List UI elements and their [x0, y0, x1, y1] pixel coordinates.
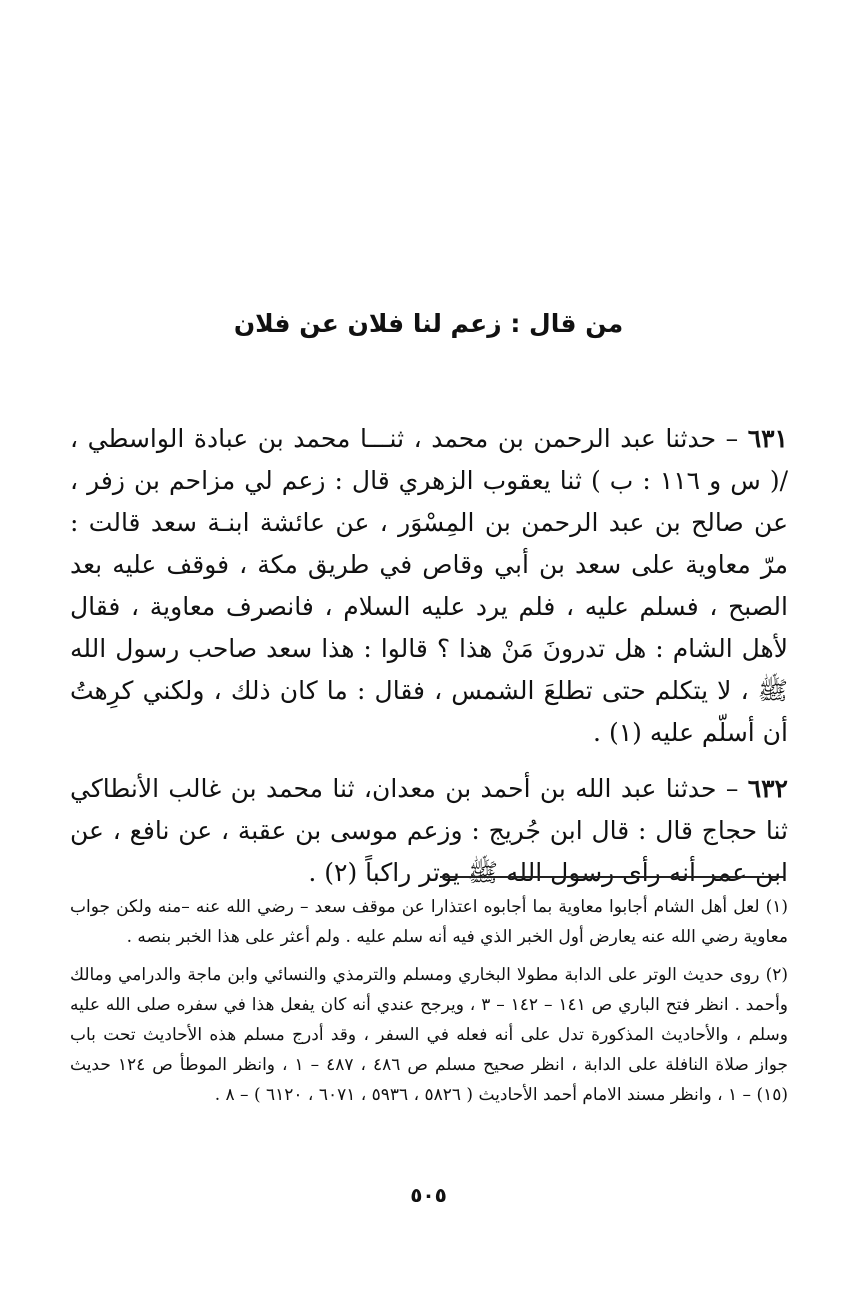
hadith-text: – حدثنا عبد الرحمن بن محمد ، ثنـــا محمد بن عبادة الواسطي ، /( س و ١١٦ : ب ) ثنا يعقوب الزهري قال : زعم لي مزاحم بن زفر ، عن صالح بن عبد الرحمن بن المِسْوَر ، عن عائشة ابنـة سعد قالت : مرّ معاوية على سعد بن أبي وقاص في طريق مكة ، فوقف عليه بعد الصبح ، فسلم عليه ، فلم يرد عليه السلام ، فانصرف معاوية ، فقال لأهل الشام : هل تدرونَ مَنْ هذا ؟ قالوا : هذا سعد صاحب رسول الله ﷺ ، لا يتكلم حتى تطلعَ الشمس ، فقال : ما كان ذلك ، ولكني كرِهتُ أن أسلّم عليه (١) .: [70, 424, 788, 747]
section-heading: من قال : زعم لنا فلان عن فلان: [233, 309, 624, 338]
page-number: ٥٠٥: [410, 1183, 447, 1207]
hadith-paragraph: [70, 418, 788, 754]
footnotes: [70, 892, 788, 1118]
footnote-divider: [440, 876, 785, 878]
hadith-number: ٦٣٢: [747, 774, 788, 803]
footnote: (٢) روى حديث الوتر على الدابة مطولا البخاري ومسلم والترمذي والنسائي وابن ماجة والدرامي ومالك وأحمد . انظر فتح الباري ص ١٤١ – ١٤٢ – ٣ ، ويرجح عندي أنه كان يفعل هذا في سفره صلى الله عليه وسلم ، والأحاديث المذكورة تدل على أنه فعله في السفر ، وقد أدرج مسلم هذه الأحاديث تحت باب جواز صلاة النافلة على الدابة ، انظر صحيح مسلم ص ٤٨٦ ، ٤٨٧ – ١ ، وانظر الموطأ ص ١٢٤ حديث (١٥) – ١ ، وانظر مسند الامام أحمد الأحاديث ( ٥٨٢٦ ، ٥٩٣٦ ، ٦٠٧١ ، ٦١٢٠ ) – ٨ .: [70, 965, 789, 1105]
hadith-text: – حدثنا عبد الله بن أحمد بن معدان، ثنا محمد بن غالب الأنطاكي ثنا حجاج قال : قال ابن جُريج : وزعم موسى بن عقبة ، عن نافع ، عن ابن عمر أنه رأى رسول الله ﷺ يوتر راكباً (٢) .: [70, 774, 788, 887]
main-text: [70, 418, 788, 908]
hadith-number: ٦٣١: [747, 424, 788, 453]
footnote: (١) لعل أهل الشام أجابوا معاوية بما أجابوه اعتذارا عن موقف سعد – رضي الله عنه –منه ولكن جواب معاوية رضي الله عنه يعارض أول الخبر الذي فيه أنه سلم عليه . ولم أعثر على هذا الخبر بنصه .: [70, 897, 788, 947]
